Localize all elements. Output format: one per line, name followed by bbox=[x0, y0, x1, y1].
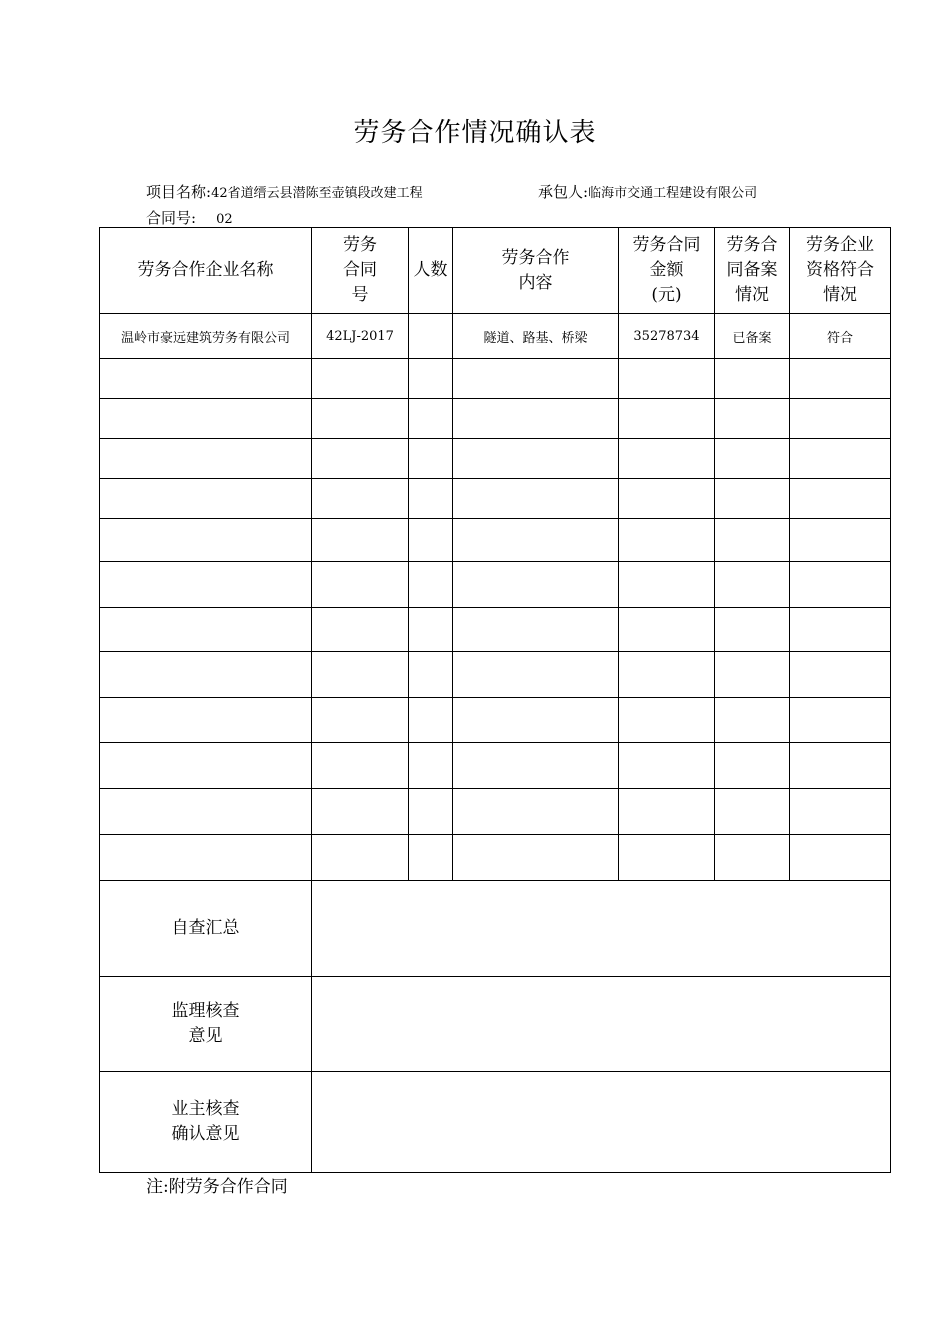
contractor bbox=[538, 181, 757, 202]
project-name bbox=[146, 181, 423, 202]
header-company: 劳务合作企业名称 bbox=[100, 228, 312, 314]
supervision-field[interactable] bbox=[312, 977, 891, 1072]
contract-no-label: 合同号: bbox=[146, 209, 197, 227]
cell-headcount bbox=[409, 314, 453, 359]
supervision-row bbox=[100, 977, 891, 1072]
project-value: 42省道缙云县潜陈至壶镇段改建工程 bbox=[211, 186, 423, 201]
empty-row bbox=[100, 439, 891, 479]
owner-label: 业主核查 确认意见 bbox=[100, 1072, 312, 1173]
header-contract-no: 劳务 合同 号 bbox=[312, 228, 409, 314]
labor-cooperation-table bbox=[99, 227, 891, 1173]
empty-row bbox=[100, 479, 891, 519]
owner-field[interactable] bbox=[312, 1072, 891, 1173]
empty-row bbox=[100, 608, 891, 652]
contract-number bbox=[146, 207, 233, 228]
empty-row bbox=[100, 562, 891, 608]
header-headcount: 人数 bbox=[409, 228, 453, 314]
empty-row bbox=[100, 359, 891, 399]
contractor-label: 承包人: bbox=[538, 183, 589, 201]
cell-filing: 已备案 bbox=[715, 314, 790, 359]
empty-row bbox=[100, 743, 891, 789]
header-qualification: 劳务企业 资格符合 情况 bbox=[790, 228, 891, 314]
project-label: 项目名称: bbox=[146, 183, 212, 201]
empty-row bbox=[100, 835, 891, 881]
footnote: 注:附劳务合作合同 bbox=[146, 1177, 288, 1197]
empty-row bbox=[100, 519, 891, 562]
cell-qualification: 符合 bbox=[790, 314, 891, 359]
cell-contract-no: 42LJ-2017 bbox=[312, 314, 409, 359]
cell-content: 隧道、路基、桥梁 bbox=[453, 314, 619, 359]
header-filing: 劳务合 同备案 情况 bbox=[715, 228, 790, 314]
cell-amount: 35278734 bbox=[619, 314, 715, 359]
owner-row bbox=[100, 1072, 891, 1173]
self-check-label: 自查汇总 bbox=[100, 881, 312, 977]
self-check-field[interactable] bbox=[312, 881, 891, 977]
self-check-row bbox=[100, 881, 891, 977]
contractor-value: 临海市交通工程建设有限公司 bbox=[588, 186, 758, 201]
supervision-label: 监理核查 意见 bbox=[100, 977, 312, 1072]
header-amount: 劳务合同 金额 (元) bbox=[619, 228, 715, 314]
empty-row bbox=[100, 399, 891, 439]
header-row bbox=[100, 228, 891, 314]
table-row bbox=[100, 314, 891, 359]
contract-no-value: 02 bbox=[216, 212, 233, 227]
cell-company: 温岭市豪远建筑劳务有限公司 bbox=[100, 314, 312, 359]
form-title: 劳务合作情况确认表 bbox=[353, 118, 597, 148]
empty-row bbox=[100, 789, 891, 835]
empty-row bbox=[100, 652, 891, 698]
empty-row bbox=[100, 698, 891, 743]
header-content: 劳务合作 内容 bbox=[453, 228, 619, 314]
